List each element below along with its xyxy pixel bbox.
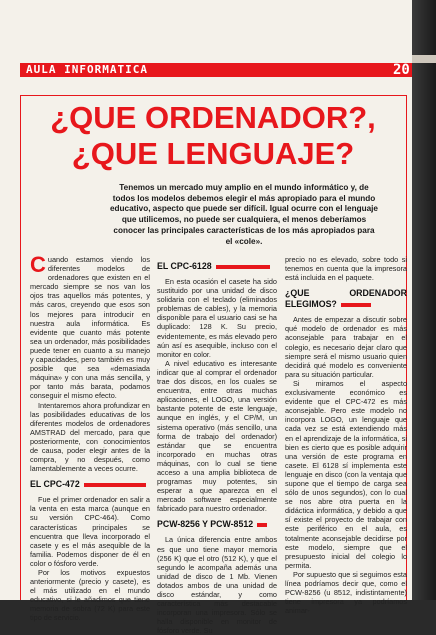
subheading-text: EL CPC-6128 [157, 261, 212, 271]
page-number: 20 [393, 62, 410, 78]
subheading-pcw [157, 519, 277, 530]
subheading-rule [216, 265, 270, 269]
subheading-text: EL CPC-472 [30, 479, 80, 490]
subheading-rule [341, 303, 371, 307]
section-label: AULA INFORMATICA [26, 63, 148, 76]
paragraph: Antes de empezar a discutir sobre qué modelo de ordenador es más aconsejable para trabajar en el colegio, es necesario dejar claro que siempre será el mismo usuario quien decidirá qué modelo es conveniente para su situación particular. [285, 315, 407, 379]
facing-page-edge [412, 0, 436, 600]
subheading-rule [84, 483, 146, 487]
paragraph: A nivel educativo es interesante indicar que al comprar el ordenador trae dos discos, en los cuales se encuentra, entre otras muchas aplicaciones, el LOGO, una versión bastante potente de este lenguaje, aunque en inglés, y el CP/M, un sistema operativo (más sencillo, una forma de trabajo del ordenador) estándar que se encuentra incorporado en muchas otras máquinas, con lo cual se tiene acceso a una amplia biblioteca de programas muy potentes, sin esperar a que aparezca en el mercado software especialmente fabricado para nuestro ordenador. [157, 358, 277, 514]
column-1 [30, 252, 150, 623]
paragraph: Por supuesto que si seguimos esta línea podríamos decir que, como el PCW-8256 (u 8512, indistintamente) tiene impresora ya podríamos animar- [285, 569, 407, 616]
paragraph: Intentaremos ahora profundizar en las posibilidades educativas de los diferentes modelos de ordenadores AMSTRAD del mercado, para que posteriormente, con conocimientos de causa, poder elegir antes de la compra, y no después, como lamentablemente a veces ocurre. [30, 400, 150, 474]
paragraph: Si miramos el aspecto exclusivamente económico es evidente que el CPC-472 es más aconsejable. Pero este modelo no incorpora LOGO, un lenguaje que cada vez se está extendiendo más en el aprendizaje de la informática, si bien es cierto que es posible adquirir una versión de este programa en casete. El 6128 sí implementa este lenguaje en disco (con la ventaja que supone que el tiempo de carga sea sólo de unos segundos), con lo cual se nos abre otra puerta en la didáctica informática, y debido a que sí existe el proyecto de trabajar con este periférico en el aula, es totalmente aconsejable decidirse por este modelo, siempre que el presupuesto inicial del colegio lo permita. [285, 378, 407, 570]
intro-text: uando estamos viendo los diferentes modelos de ordenadores que existen en el mercado siempre se nos van los ojos tras aquellos más potentes, y más caros, creyendo que esos son los mejores para introducir en nuestra aula informática. Es evidente que cuanto más potente sea un ordenador, más posibilidades puede tener en cuanto a su manejo y capacidades, pero también es muy posible que sea «demasiada máquina» y con una más sencilla, y por tanto más barata, podamos conseguir el mismo efecto. [30, 255, 150, 401]
article-lead: Tenemos un mercado muy amplio en el mundo informático y, de todos los modelos debemos elegir el más apropiado para el mundo educativo, aspecto que puede ser difícil. Igual ocurre con el lenguaje que utilicemos, no puede ser cualquiera, el menos deberíamos conocer las principales características de los más apropiados para el «cole». [110, 183, 378, 246]
facing-page-strip [412, 55, 436, 63]
paragraph: Fue el primer ordenador en salir a la venta en esta marca (aunque en su versión CPC-464). Como características principales se encuentra que lleva incorporado el casete y es el más asequible de la familia. Podemos disponer de él en color o fósforo verde. [30, 495, 150, 568]
title-line-2: ¿QUE LENGUAJE? [71, 136, 355, 171]
subheading-cpc6128 [157, 261, 277, 272]
paragraph: precio no es elevado, sobre todo si tenemos en cuenta que la impresora está incluida en el paquete. [285, 255, 407, 283]
paragraph: En esta ocasión el casete ha sido sustituido por una unidad de disco solidaria con el teclado (eliminados problemas de cables), y la memoria disponible para el usuario casi se ha duplicado: 128 K. Su precio, evidentemente, es más elevado pero aún así es asequible, incluso con el monitor en color. [157, 277, 277, 359]
title-line-1: ¿QUE ORDENADOR?, [50, 100, 376, 135]
subheading-cpc472 [30, 479, 150, 490]
subheading-text: PCW-8256 Y PCW-8512 [157, 519, 254, 530]
drop-cap: C [30, 252, 46, 277]
subheading-rule [257, 523, 267, 527]
intro-paragraph [30, 252, 150, 401]
subheading-que-ordenador [285, 288, 407, 310]
subheading-text: ¿QUE ORDENADOR ELEGIMOS? [285, 288, 407, 310]
paragraph: La única diferencia entre ambos es que uno tiene mayor memoria (256 K) que el otro (512 K), y que el segundo le acompaña además una unidad de disco de 1 Mb. Vienen dotados ambos de una unidad de disco estándar, y como característica más destacable incorporan una impresora. Sólo se halla disponible en monitor de fósforo verde. Su [157, 535, 277, 635]
column-2 [157, 255, 277, 635]
article-title [24, 100, 402, 172]
paragraph: Por los motivos expuestos anteriormente (precio y casete), es el más utilizado en el mundo educativo, si le añadimos que tiene memoria de sobra (72 K) para este tipo de servicio. [30, 568, 150, 623]
column-3 [285, 255, 407, 615]
